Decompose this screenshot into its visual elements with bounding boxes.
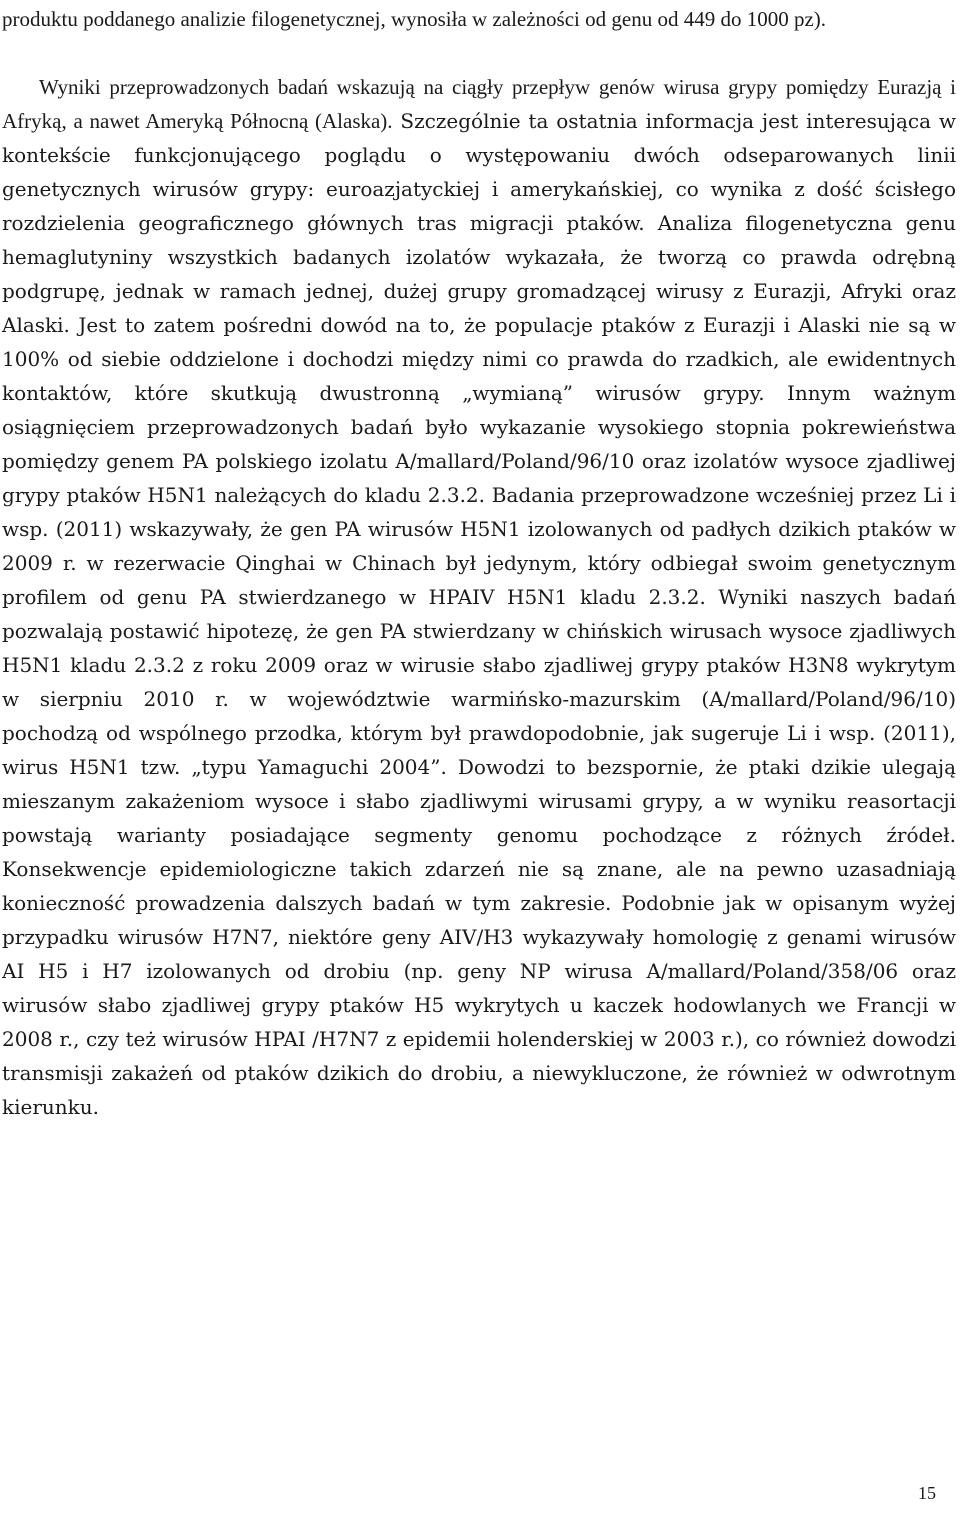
page-number: 15 <box>918 1483 936 1503</box>
body-text <box>2 2 956 1124</box>
main-paragraph-lead: Wyniki przeprowadzonych badań wskazują na ciągły przepływ genów wirusa grypy pomiędzy Eurazją i Afryką, a nawet Ameryką Północną (Alaska). <box>2 75 956 133</box>
intro-paragraph: produktu poddanego analizie filogenetycznej, wynosiła w zależności od genu od 449 do 1000 pz). <box>2 7 827 31</box>
main-paragraph <box>2 70 956 1124</box>
main-paragraph-body: Szczególnie ta ostatnia informacja jest interesująca w kontekście funkcjonującego poglądu o występowaniu dwóch odseparowanych linii genetycznych wirusów grypy: euroazjatyckiej i amerykańskiej, co wynika z dość ścisłego rozdzielenia geograficznego głównych tras migracji ptaków. Analiza filogenetyczna genu hemaglutyniny wszystkich badanych izolatów wykazała, że tworzą co prawda odrębną podgrupę, jednak w ramach jednej, dużej grupy gromadzącej wirusy z Eurazji, Afryki oraz Alaski. Jest to zatem pośredni dowód na to, że populacje ptaków z Eurazji i Alaski nie są w 100% od siebie oddzielone i dochodzi między nimi co prawda do rzadkich, ale ewidentnych kontaktów, które skutkują dwustronną „wymianą” wirusów grypy. Innym ważnym osiągnięciem przeprowadzonych badań było wykazanie wysokiego stopnia pokrewieństwa pomiędzy genem PA polskiego izolatu A/mallard/Poland/96/10 oraz izolatów wysoce zjadliwej grypy ptaków H5N1 należących do kladu 2.3.2. Badania przeprowadzone wcześniej przez Li i wsp. (2011) wskazywały, że gen PA wirusów H5N1 izolowanych od padłych dzikich ptaków w 2009 r. w rezerwacie Qinghai w Chinach był jedynym, który odbiegał swoim genetycznym profilem od genu PA stwierdzanego w HPAIV H5N1 kladu 2.3.2. Wyniki naszych badań pozwalają postawić hipotezę, że gen PA stwierdzany w chińskich wirusach wysoce zjadliwych H5N1 kladu 2.3.2 z roku 2009 oraz w wirusie słabo zjadliwej grypy ptaków H3N8 wykrytym w sierpniu 2010 r. w województwie warmińsko-mazurskim (A/mallard/Poland/96/10) pochodzą od wspólnego przodka, którym był prawdopodobnie, jak sugeruje Li i wsp. (2011), wirus H5N1 tzw. „typu Yamaguchi 2004”. Dowodzi to bezspornie, że ptaki dzikie ulegają mieszanym zakażeniom wysoce i słabo zjadliwymi wirusami grypy, a w wyniku reasortacji powstają warianty posiadające segmenty genomu pochodzące z różnych źródeł. Konsekwencje epidemiologiczne takich zdarzeń nie są znane, ale na pewno uzasadniają konieczność prowadzenia dalszych badań w tym zakresie. Podobnie jak w opisanym wyżej przypadku wirusów H7N7, niektóre geny AIV/H3 wykazywały homologię z genami wirusów AI H5 i H7 izolowanych od drobiu (np. geny NP wirusa A/mallard/Poland/358/06 oraz wirusów słabo zjadliwej grypy ptaków H5 wykrytych u kaczek hodowlanych we Francji w 2008 r., czy też wirusów HPAI /H7N7 z epidemii holenderskiej w 2003 r.), co również dowodzi transmisji zakażeń od ptaków dzikich do drobiu, a niewykluczone, że również w odwrotnym kierunku. <box>2 109 956 1119</box>
